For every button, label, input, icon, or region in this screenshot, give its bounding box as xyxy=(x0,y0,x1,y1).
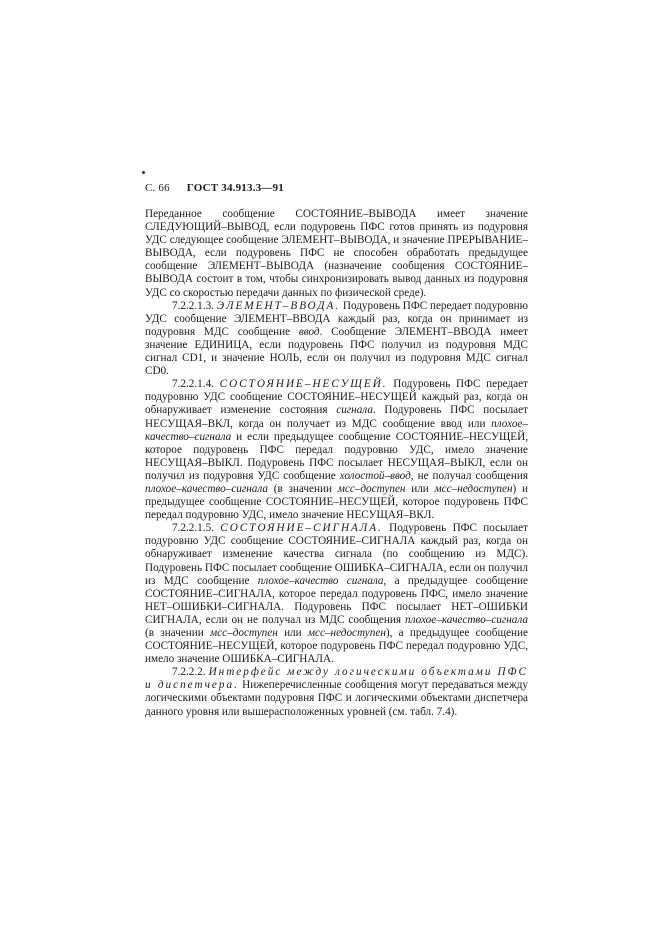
scan-speck xyxy=(142,171,145,174)
section-title: СОСТОЯНИЕ–НЕСУЩЕЙ. xyxy=(219,378,388,391)
section-title: Интерфейс между логическими объектами ПФС и диспетчера. xyxy=(145,666,528,692)
paragraph-continuation: Переданное сообщение СОСТОЯНИЕ–ВЫВОДА имеет значение СЛЕДУЮЩИЙ–ВЫВОД, если подуровень ПФС готов принять из подуровня УДС следующее сообщение ЭЛЕМЕНТ–ВЫВОДА, и значение ПРЕРЫВАНИЕ–ВЫВОДА, если подуровень ПФС не способен обработать предыдущее сообщение ЭЛЕМЕНТ–ВЫВОДА (назначение сообщения СОСТОЯНИЕ–ВЫВОДА состоит в том, чтобы синхронизировать вывод данных из подуровня УДС со скоростью передачи данных по физической среде). xyxy=(145,208,528,299)
paragraph-7-2-2-1-4: 7.2.2.1.4. СОСТОЯНИЕ–НЕСУЩЕЙ. Подуровень ПФС передает подуровню УДС сообщение СОСТОЯНИЕ–НЕСУЩЕЙ каждый раз, когда он обнаруживает изменение состояния сигнала. Подуровень ПФС посылает НЕСУЩАЯ–ВКЛ, когда он получает из МДС сообщение ввод или плохое–качество–сигнала и если предыдущее сообщение СОСТОЯНИЕ–НЕСУЩЕЙ, которое подуровень ПФС передал подуровню УДС, имело значение НЕСУЩАЯ–ВЫКЛ. Подуровень ПФС посылает НЕСУЩАЯ–ВЫКЛ, если он получил из подуровня УДС сообщение холостой–ввод, не получал сообщения плохое–качество–сигнала (в значении мсс–доступен или мсс–недоступен) и предыдущее сообщение СОСТОЯНИЕ–НЕСУЩЕЙ, которое подуровень ПФС передал подуровню УДС, имело значение НЕСУЩАЯ–ВКЛ. xyxy=(145,378,528,522)
page-header xyxy=(145,182,284,194)
paragraph-7-2-2-2: 7.2.2.2. Интерфейс между логическими объектами ПФС и диспетчера. Нижеперечисленные сообщения могут передаваться между логическими объектами подуровня ПФС и логическими объектами диспетчера данного уровня или вышерасположенных уровней (см. табл. 7.4). xyxy=(145,666,528,718)
paragraph-7-2-2-1-5: 7.2.2.1.5. СОСТОЯНИЕ–СИГНАЛА. Подуровень ПФС посылает подуровню УДС сообщение СОСТОЯНИЕ–СИГНАЛА каждый раз, когда он обнаруживает изменение качества сигнала (по сообщению из МДС). Подуровень ПФС посылает сообщение ОШИБКА–СИГНАЛА, если он получил из МДС сообщение плохое–качество сигнала, а предыдущее сообщение СОСТОЯНИЕ–СИГНАЛА, которое передал подуровень ПФС, имело значение НЕТ–ОШИБКИ–СИГНАЛА. Подуровень ПФС посылает НЕТ–ОШИБКИ СИГНАЛА, если он не получал из МДС сообщения плохое–качество–сигнала (в значении мсс–доступен или мсс–недоступен), а предыдущее сообщение СОСТОЯНИЕ–НЕСУЩЕЙ, которое подуровень ПФС передал подуровню УДС, имело значение ОШИБКА–СИГНАЛА. xyxy=(145,522,528,666)
paragraph-7-2-2-1-3: 7.2.2.1.3. ЭЛЕМЕНТ–ВВОДА. Подуровень ПФС передает подуровню УДС сообщение ЭЛЕМЕНТ–ВВОДА каждый раз, когда он принимает из подуровня МДС сообщение ввод. Сообщение ЭЛЕМЕНТ–ВВОДА имеет значение ЕДИНИЦА, если подуровень ПФС получил из подуровня МДС сигнал CD1, и значение НОЛЬ, если он получил из подуровня МДС сигнал CD0. xyxy=(145,299,529,378)
section-number: 7.2.2.1.4. xyxy=(172,378,214,391)
section-number: 7.2.2.1.5. xyxy=(172,522,214,535)
page-number: С. 66 xyxy=(145,182,170,194)
document-body xyxy=(145,208,528,719)
section-title: ЭЛЕМЕНТ–ВВОДА. xyxy=(216,299,341,312)
section-number: 7.2.2.1.3. xyxy=(172,299,214,312)
standard-code: ГОСТ 34.913.3—91 xyxy=(186,182,284,194)
section-number: 7.2.2.2. xyxy=(172,666,206,679)
section-title: СОСТОЯНИЕ–СИГНАЛА. xyxy=(220,522,383,535)
